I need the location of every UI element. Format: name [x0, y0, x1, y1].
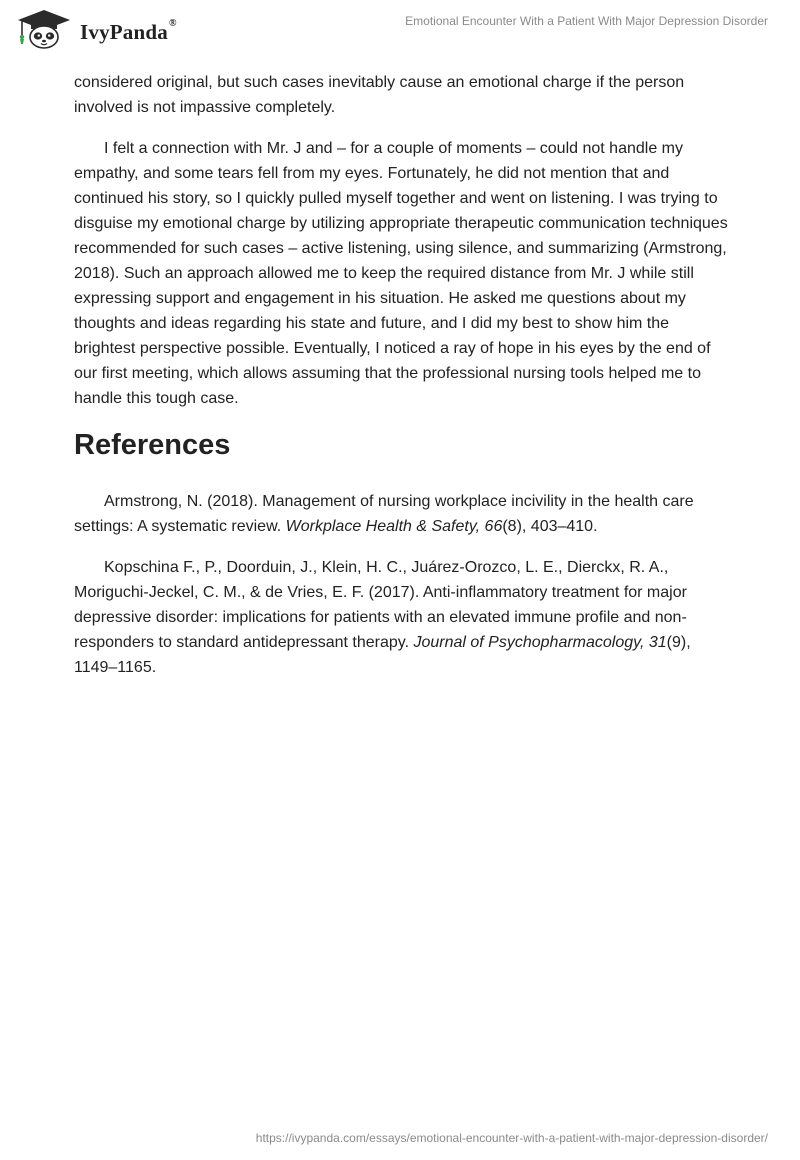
paragraph-continued: considered original, but such cases inevitably cause an emotional charge if the person involved is not impassive completely.	[74, 74, 685, 116]
source-url[interactable]: https://ivypanda.com/essays/emotional-encounter-with-a-patient-with-major-depression-disorder/	[255, 1131, 768, 1145]
reference-journal: Workplace Health & Safety, 66	[285, 518, 503, 535]
reference-item: Kopschina F., P., Doorduin, J., Klein, H. C., Juárez-Orozco, L. E., Dierckx, R. A., Moriguchi-Jeckel, C. M., & de Vries, E. F. (2017). Anti-inflammatory treatment for major depressive disorder: implications for patients with an elevated immune profile and non-responders to standard antidepressant therapy. Journal of Psychopharmacology, 31(9), 1149–1165.	[74, 559, 691, 676]
brand-name: IvyPanda®	[80, 17, 177, 44]
reference-journal: Journal of Psychopharmacology, 31	[413, 634, 667, 651]
ivypanda-logo[interactable]	[14, 8, 177, 50]
document-title: Emotional Encounter With a Patient With Major Depression Disorder	[405, 14, 768, 28]
references-heading: References	[74, 429, 231, 461]
page-header	[0, 0, 800, 62]
panda-graduate-icon	[14, 8, 74, 50]
essay-content	[74, 70, 734, 696]
paragraph-main: I felt a connection with Mr. J and – for a couple of moments – could not handle my empathy, and some tears fell from my eyes. Fortunately, he did not mention that and continued his story, so I quickly pulled myself together and went on listening. I was trying to disguise my emotional charge by utilizing appropriate therapeutic communication techniques recommended for such cases – active listening, using silence, and summarizing (Armstrong, 2018). Such an approach allowed me to keep the required distance from Mr. J while still expressing support and engagement in his situation. He asked me questions about my thoughts and ideas regarding his state and future, and I did my best to show him the brightest perspective possible. Eventually, I noticed a ray of hope in his eyes by the end of our first meeting, which allows assuming that the professional nursing tools helped me to handle this tough case.	[74, 140, 728, 407]
reference-item: Armstrong, N. (2018). Management of nursing workplace incivility in the health care settings: A systematic review. Workplace Health & Safety, 66(8), 403–410.	[74, 493, 694, 535]
